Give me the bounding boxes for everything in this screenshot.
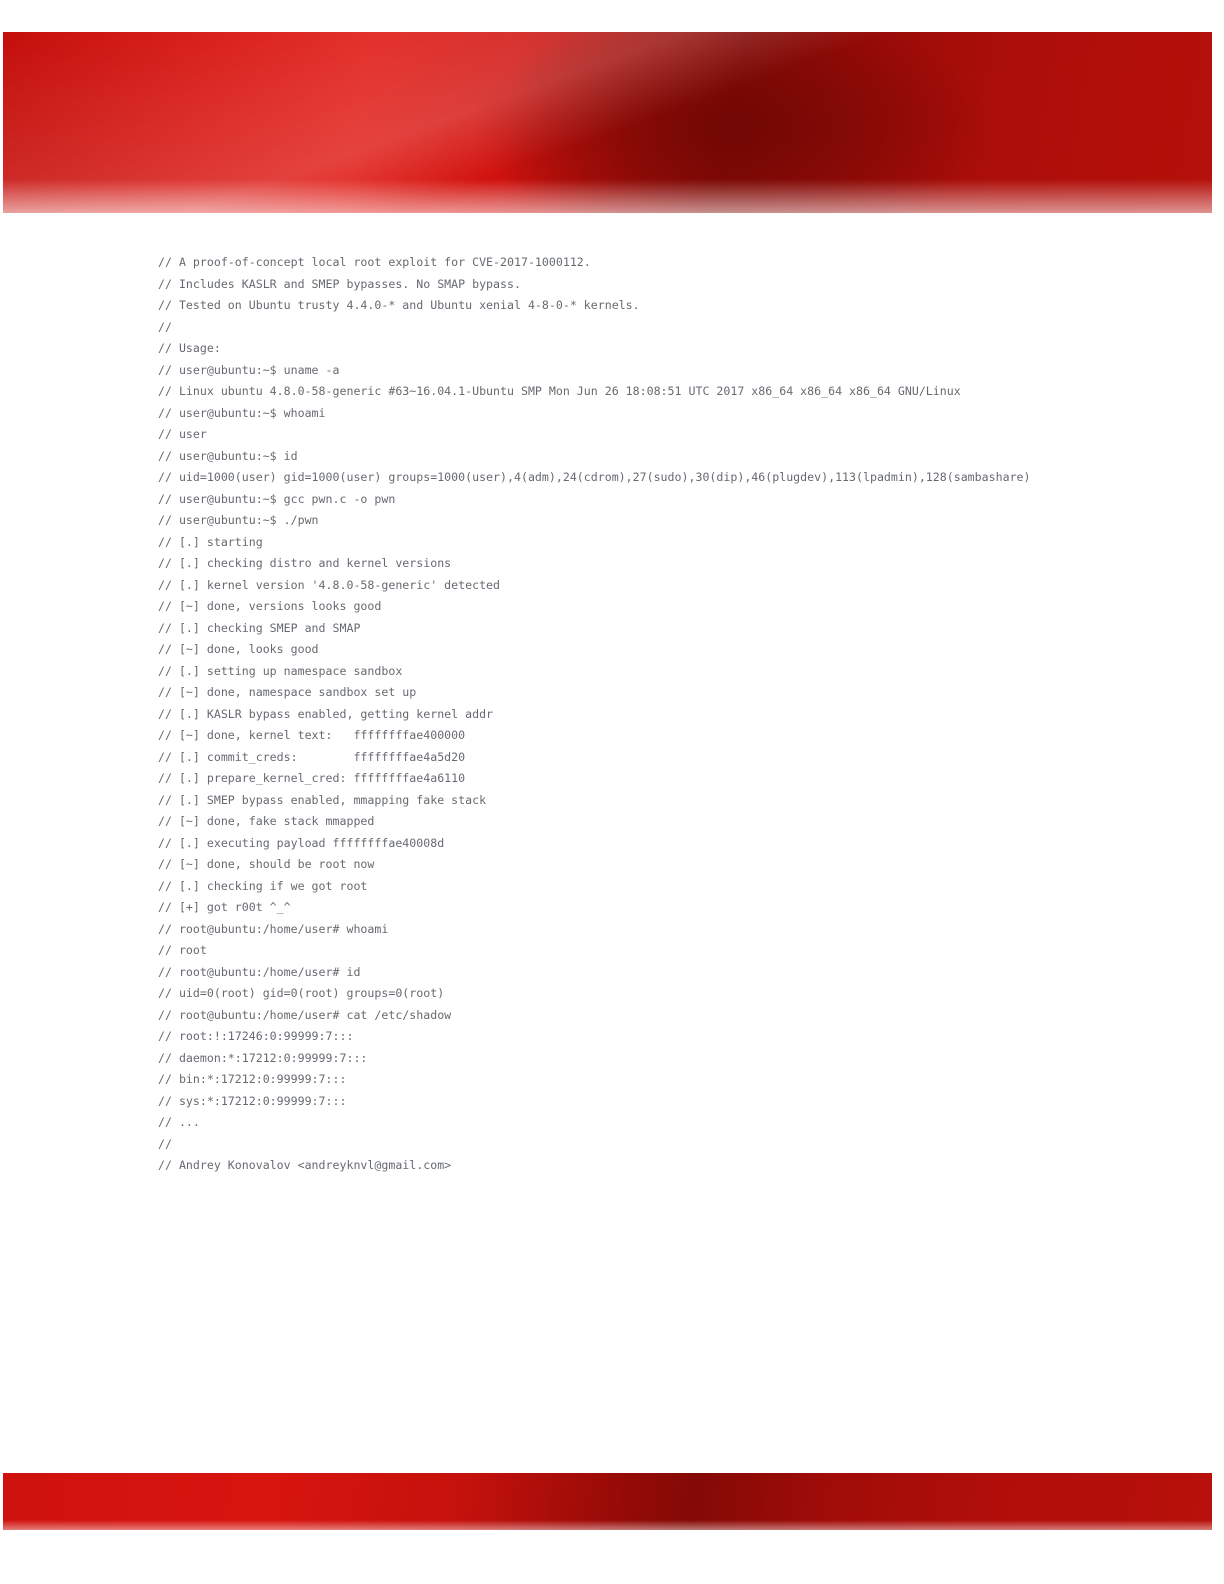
code-line: // [~] done, looks good: [158, 642, 319, 656]
code-line: // [.] starting: [158, 534, 263, 549]
code-line: // user@ubuntu:~$ gcc pwn.c -o pwn: [158, 491, 396, 506]
code-line: // ...: [158, 1115, 200, 1129]
code-line: // user@ubuntu:~$ ./pwn: [158, 513, 319, 527]
footer-banner: [3, 1473, 1212, 1530]
code-line: // [+] got r00t ^_^: [158, 900, 291, 914]
code-line: // [.] executing payload ffffffffae40008d: [158, 835, 445, 850]
code-line: // user@ubuntu:~$ whoami: [158, 405, 326, 420]
header-banner: [3, 32, 1212, 213]
code-line: // root@ubuntu:/home/user# cat /etc/shadow: [158, 1007, 452, 1022]
code-line: // [.] setting up namespace sandbox: [158, 663, 403, 678]
code-line: // uid=0(root) gid=0(root) groups=0(root): [158, 986, 445, 1000]
code-line: // root:!:17246:0:99999:7:::: [158, 1029, 354, 1043]
code-line: // [.] checking distro and kernel versions: [158, 556, 452, 570]
code-line: // user@ubuntu:~$ id: [158, 448, 298, 463]
code-line: // bin:*:17212:0:99999:7:::: [158, 1072, 347, 1086]
code-block: [158, 252, 1198, 1177]
code-line: // root@ubuntu:/home/user# id: [158, 964, 361, 979]
code-line: // [~] done, kernel text: ffffffffae400000: [158, 728, 466, 742]
code-line: // user: [158, 427, 207, 441]
code-line: // [.] checking if we got root: [158, 878, 368, 893]
code-line: // [.] KASLR bypass enabled, getting kernel addr: [158, 706, 494, 721]
code-line: // Includes KASLR and SMEP bypasses. No SMAP bypass.: [158, 276, 521, 291]
code-line: // A proof-of-concept local root exploit for CVE-2017-1000112.: [158, 255, 591, 269]
code-line: // root@ubuntu:/home/user# whoami: [158, 921, 389, 936]
code-line: // [.] prepare_kernel_cred: ffffffffae4a6110: [158, 771, 466, 785]
code-line: // uid=1000(user) gid=1000(user) groups=1000(user),4(adm),24(cdrom),27(sudo),30(dip),46(plugdev),113(lpadmin),128(sambashare): [158, 470, 1031, 484]
code-line: // [.] kernel version '4.8.0-58-generic' detected: [158, 577, 501, 592]
code-line: // Tested on Ubuntu trusty 4.4.0-* and Ubuntu xenial 4-8-0-* kernels.: [158, 298, 640, 312]
code-line: //: [158, 319, 172, 334]
code-line: // sys:*:17212:0:99999:7:::: [158, 1093, 347, 1108]
code-line: // [~] done, versions looks good: [158, 599, 382, 613]
code-line: // [.] commit_creds: ffffffffae4a5d20: [158, 749, 466, 764]
code-line: // root: [158, 943, 207, 957]
code-line: // [~] done, should be root now: [158, 857, 375, 871]
code-line: // Andrey Konovalov <andreyknvl@gmail.com>: [158, 1158, 452, 1172]
code-line: // Usage:: [158, 341, 221, 355]
code-line: // [.] SMEP bypass enabled, mmapping fake stack: [158, 792, 487, 807]
code-line: // Linux ubuntu 4.8.0-58-generic #63~16.04.1-Ubuntu SMP Mon Jun 26 18:08:51 UTC 2017 x86_64 x86_64 x86_64 GNU/Linux: [158, 384, 961, 398]
code-line: // [~] done, namespace sandbox set up: [158, 685, 417, 699]
code-line: // user@ubuntu:~$ uname -a: [158, 362, 340, 377]
code-line: // [.] checking SMEP and SMAP: [158, 620, 361, 635]
code-line: //: [158, 1136, 172, 1151]
code-line: // [~] done, fake stack mmapped: [158, 814, 375, 828]
code-line: // daemon:*:17212:0:99999:7:::: [158, 1050, 368, 1065]
